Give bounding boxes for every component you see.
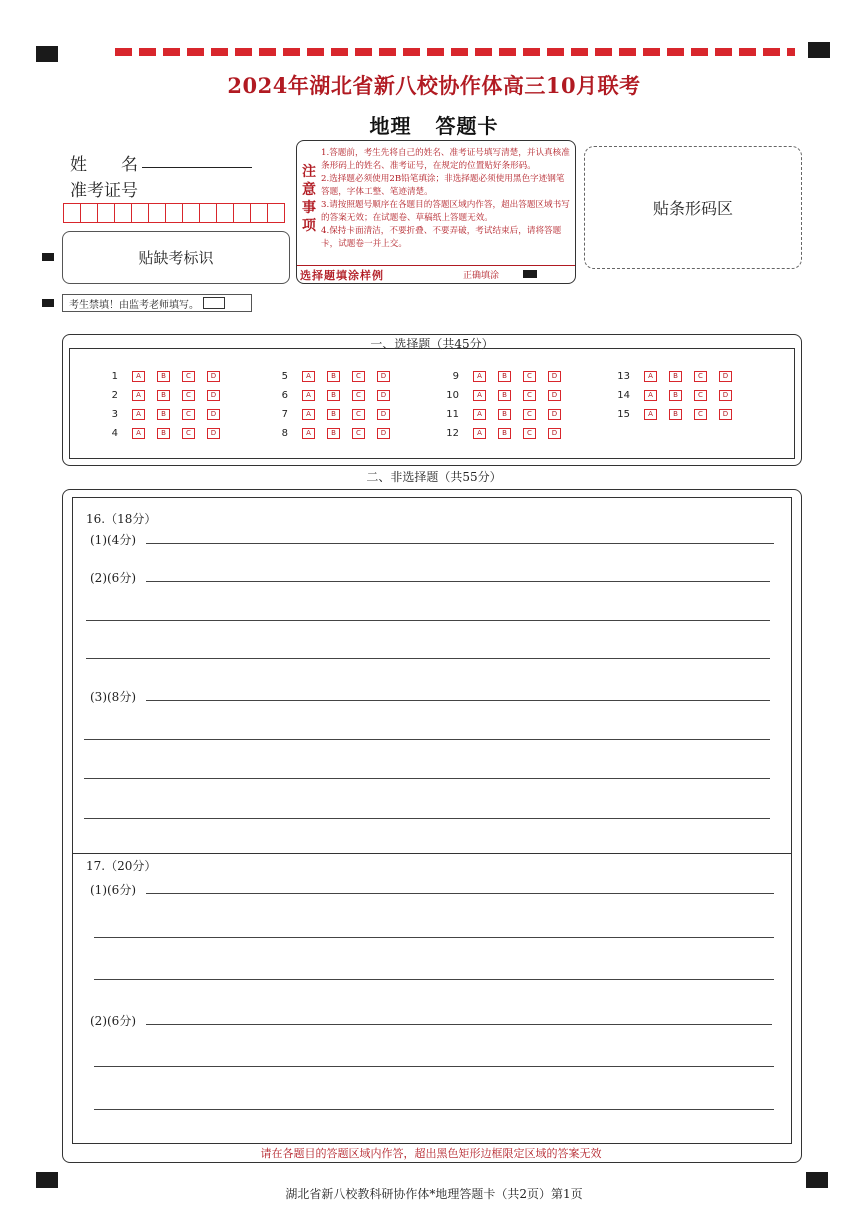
- choice-question-11: [445, 409, 561, 420]
- absent-sticker-area: [62, 231, 290, 284]
- nonchoice-section: [62, 489, 802, 1163]
- option-bubble-b[interactable]: B: [327, 390, 340, 401]
- option-bubble-d[interactable]: D: [207, 371, 220, 382]
- option-bubble-d[interactable]: D: [207, 390, 220, 401]
- fill-sample-row: [297, 265, 575, 283]
- answer-line[interactable]: [146, 1024, 772, 1025]
- option-bubble-d[interactable]: D: [207, 409, 220, 420]
- choice-section-title: 一、选择题（共45分）: [370, 337, 494, 351]
- question-number: 13: [617, 371, 630, 382]
- option-bubble-a[interactable]: A: [473, 428, 486, 439]
- question-number: 5: [281, 371, 288, 382]
- option-bubble-b[interactable]: B: [157, 409, 170, 420]
- option-bubble-a[interactable]: A: [473, 371, 486, 382]
- option-bubble-c[interactable]: C: [523, 409, 536, 420]
- registration-mark-top-right: [808, 42, 830, 58]
- option-bubble-a[interactable]: A: [132, 390, 145, 401]
- choice-question-2: [104, 390, 220, 401]
- q17-part1: (1)(6分): [90, 883, 136, 897]
- question-number: 6: [281, 390, 288, 401]
- subject-label: 地理: [369, 114, 412, 138]
- question-number: 9: [452, 371, 459, 382]
- name-label: 姓 名: [70, 155, 138, 175]
- option-bubble-a[interactable]: A: [132, 428, 145, 439]
- choice-question-1: [104, 371, 220, 382]
- q17-part2: (2)(6分): [90, 1014, 136, 1028]
- option-bubble-a[interactable]: A: [132, 409, 145, 420]
- answer-line[interactable]: [146, 543, 774, 544]
- q17-title: 17.（20分）: [86, 859, 157, 873]
- option-bubble-b[interactable]: B: [669, 390, 682, 401]
- option-bubble-d[interactable]: D: [377, 428, 390, 439]
- q16-part3: (3)(8分): [90, 690, 136, 704]
- option-bubble-b[interactable]: B: [669, 409, 682, 420]
- choice-question-9: [445, 371, 561, 382]
- q16-part1: (1)(4分): [90, 533, 136, 547]
- option-bubble-c[interactable]: C: [523, 390, 536, 401]
- option-bubble-a[interactable]: A: [644, 409, 657, 420]
- question-number: 4: [111, 428, 118, 439]
- option-bubble-a[interactable]: A: [473, 409, 486, 420]
- option-bubble-d[interactable]: D: [548, 409, 561, 420]
- choice-question-5: [274, 371, 390, 382]
- question-number: 2: [111, 390, 118, 401]
- option-bubble-b[interactable]: B: [327, 428, 340, 439]
- option-bubble-d[interactable]: D: [377, 409, 390, 420]
- choice-question-13: [616, 371, 732, 382]
- choice-question-15: [616, 409, 732, 420]
- option-bubble-b[interactable]: B: [157, 371, 170, 382]
- choice-question-7: [274, 409, 390, 420]
- option-bubble-d[interactable]: D: [548, 428, 561, 439]
- question-number: 14: [617, 390, 630, 401]
- absent-label: 考生禁填！由监考老师填写。: [69, 299, 199, 311]
- option-bubble-a[interactable]: A: [644, 390, 657, 401]
- correct-fill-sample: [523, 270, 537, 278]
- q16-part2: (2)(6分): [90, 571, 136, 585]
- notice-box: [296, 140, 576, 284]
- option-bubble-c[interactable]: C: [182, 390, 195, 401]
- option-bubble-c[interactable]: C: [694, 390, 707, 401]
- answer-line[interactable]: [84, 739, 770, 740]
- question-number: 10: [446, 390, 459, 401]
- answer-line[interactable]: [84, 778, 770, 779]
- side-mark: [42, 253, 54, 261]
- option-bubble-c[interactable]: C: [694, 409, 707, 420]
- option-bubble-b[interactable]: B: [157, 390, 170, 401]
- choice-grid: [69, 348, 795, 459]
- question-number: 11: [446, 409, 459, 420]
- correct-fill-label: 正确填涂: [463, 271, 500, 281]
- option-bubble-b[interactable]: B: [498, 428, 511, 439]
- option-bubble-b[interactable]: B: [327, 409, 340, 420]
- nonchoice-section-title: 二、非选择题（共55分）: [366, 470, 502, 484]
- option-bubble-b[interactable]: B: [157, 428, 170, 439]
- option-bubble-a[interactable]: A: [473, 390, 486, 401]
- exam-id-label: 准考证号: [70, 181, 138, 201]
- option-bubble-a[interactable]: A: [132, 371, 145, 382]
- absent-checkbox[interactable]: [203, 297, 225, 309]
- option-bubble-c[interactable]: C: [352, 371, 365, 382]
- option-bubble-c[interactable]: C: [182, 428, 195, 439]
- option-bubble-c[interactable]: C: [694, 371, 707, 382]
- exam-id-boxes[interactable]: [63, 203, 284, 223]
- option-bubble-a[interactable]: A: [302, 409, 315, 420]
- choice-question-14: [616, 390, 732, 401]
- option-bubble-d[interactable]: D: [548, 371, 561, 382]
- question-number: 12: [446, 428, 459, 439]
- answer-line[interactable]: [84, 818, 770, 819]
- option-bubble-c[interactable]: C: [523, 428, 536, 439]
- option-bubble-a[interactable]: A: [302, 428, 315, 439]
- option-bubble-c[interactable]: C: [182, 409, 195, 420]
- choice-question-12: [445, 428, 561, 439]
- notice-list: [321, 147, 571, 251]
- option-bubble-d[interactable]: D: [719, 409, 732, 420]
- option-bubble-a[interactable]: A: [644, 371, 657, 382]
- option-bubble-b[interactable]: B: [498, 371, 511, 382]
- question-divider: [73, 853, 791, 854]
- timing-track: [115, 48, 795, 56]
- choice-question-3: [104, 409, 220, 420]
- question-number: 7: [281, 409, 288, 420]
- answer-line[interactable]: [94, 937, 774, 938]
- exam-title: 2024年湖北省新八校协作体高三10月联考: [227, 73, 641, 98]
- answer-line[interactable]: [94, 1066, 774, 1067]
- option-bubble-d[interactable]: D: [719, 371, 732, 382]
- option-bubble-b[interactable]: B: [669, 371, 682, 382]
- option-bubble-c[interactable]: C: [182, 371, 195, 382]
- option-bubble-b[interactable]: B: [498, 390, 511, 401]
- barcode-area: [584, 146, 802, 269]
- option-bubble-a[interactable]: A: [302, 390, 315, 401]
- barcode-label: 贴条形码区: [652, 199, 733, 218]
- notice-item: 3.请按照题号顺序在各题目的答题区域内作答，超出答题区域书写的答案无效；在试题卷、草稿纸上答题无效。: [321, 200, 570, 223]
- answer-line[interactable]: [146, 700, 770, 701]
- answer-line[interactable]: [146, 893, 774, 894]
- q16-title: 16.（18分）: [86, 512, 157, 526]
- registration-mark-top-left: [36, 46, 58, 62]
- name-field[interactable]: [142, 167, 252, 168]
- notice-item: 1.答题前，考生先将自己的姓名、准考证号填写清楚，并认真核准条形码上的姓名、准考证号，在规定的位置贴好条形码。: [321, 148, 570, 171]
- choice-question-6: [274, 390, 390, 401]
- fill-sample-label: 选择题填涂样例: [300, 269, 384, 282]
- absent-sticker-label: 贴缺考标识: [138, 249, 214, 267]
- option-bubble-b[interactable]: B: [327, 371, 340, 382]
- question-number: 3: [111, 409, 118, 420]
- answer-line[interactable]: [86, 658, 770, 659]
- option-bubble-d[interactable]: D: [548, 390, 561, 401]
- answer-line[interactable]: [94, 979, 774, 980]
- answer-line[interactable]: [94, 1109, 774, 1110]
- question-number: 8: [281, 428, 288, 439]
- notice-item: 4.保持卡面清洁，不要折叠、不要弄破，考试结束后，请将答题卡，试题卷一并上交。: [321, 226, 562, 249]
- card-label: 答题卡: [435, 114, 499, 138]
- answer-line[interactable]: [86, 620, 770, 621]
- option-bubble-c[interactable]: C: [352, 428, 365, 439]
- option-bubble-c[interactable]: C: [352, 409, 365, 420]
- option-bubble-c[interactable]: C: [523, 371, 536, 382]
- question-number: 15: [617, 409, 630, 420]
- option-bubble-d[interactable]: D: [377, 371, 390, 382]
- question-number: 1: [111, 371, 118, 382]
- option-bubble-a[interactable]: A: [302, 371, 315, 382]
- choice-question-10: [445, 390, 561, 401]
- answer-area[interactable]: [72, 497, 792, 1144]
- option-bubble-d[interactable]: D: [207, 428, 220, 439]
- answer-line[interactable]: [146, 581, 770, 582]
- notice-item: 2.选择题必须使用2B铅笔填涂；非选择题必须使用黑色字迹钢笔答题，字体工整、笔迹清楚。: [321, 174, 565, 197]
- choice-question-8: [274, 428, 390, 439]
- notice-side-label: 注 意 事 项: [302, 164, 316, 234]
- option-bubble-b[interactable]: B: [498, 409, 511, 420]
- card-subtitle: [0, 110, 868, 139]
- page-footer: 湖北省新八校教科研协作体*地理答题卡（共2页）第1页: [285, 1187, 583, 1201]
- side-mark: [42, 299, 54, 307]
- absent-row: [62, 294, 252, 312]
- choice-question-4: [104, 428, 220, 439]
- option-bubble-d[interactable]: D: [377, 390, 390, 401]
- boundary-warning: 请在各题目的答题区域内作答，超出黑色矩形边框限定区域的答案无效: [260, 1147, 602, 1160]
- option-bubble-c[interactable]: C: [352, 390, 365, 401]
- option-bubble-d[interactable]: D: [719, 390, 732, 401]
